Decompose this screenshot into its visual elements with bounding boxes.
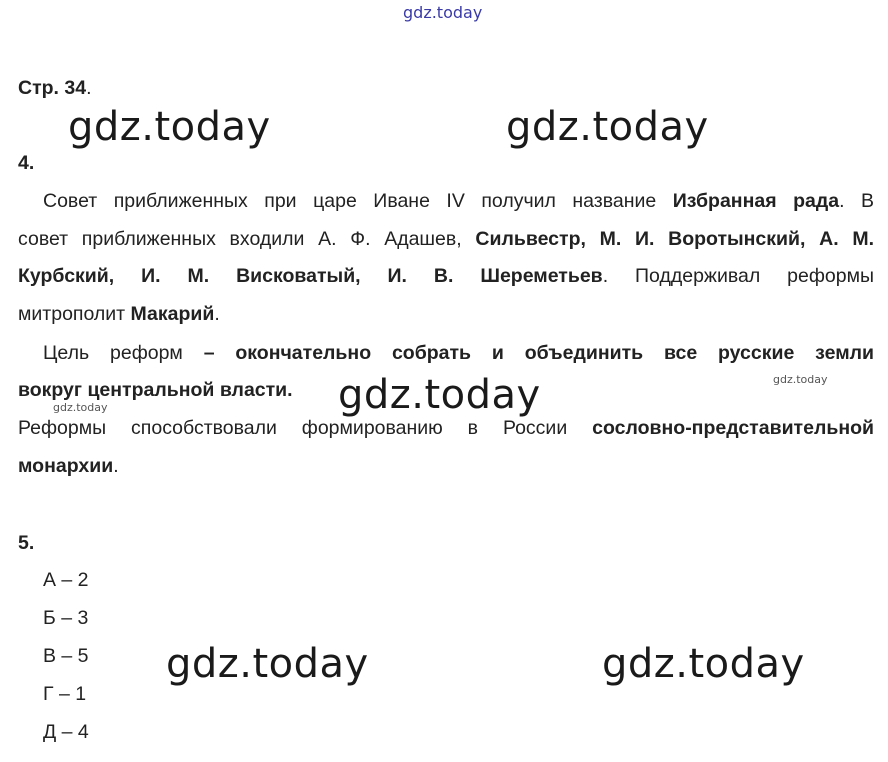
text-segment: Совет приближенных при царе Иване IV получил название [43, 190, 673, 212]
task-4-paragraph-3-line-2 [18, 454, 874, 478]
term-monarchy-type: сословно-представительной [592, 417, 874, 439]
watermark-large: gdz.today [68, 104, 271, 150]
text-segment: митрополит [18, 303, 131, 325]
watermark-large: gdz.today [506, 104, 709, 150]
text-segment: Цель реформ [43, 342, 204, 364]
watermark-small: gdz.today [773, 373, 828, 386]
term-makariy: Макарий [130, 303, 215, 325]
council-members: Курбский, И. М. Висковатый, И. В. Шереметьев [18, 265, 603, 287]
text-segment: совет приближенных входили А. Ф. Адашев, [18, 228, 476, 250]
task-4-paragraph-3-line-1 [18, 416, 874, 440]
watermark-large: gdz.today [338, 372, 541, 418]
task-4-number: 4. [18, 152, 35, 174]
page-reference-dot: . [86, 77, 92, 99]
page-reference-label: Стр. 34 [18, 77, 87, 99]
task-4-paragraph-2-line-2: вокруг центральной власти. [18, 379, 293, 401]
answer-item: Д – 4 [43, 721, 89, 743]
watermark-large: gdz.today [166, 641, 369, 687]
text-segment: . [113, 455, 119, 477]
task-5-number: 5. [18, 532, 35, 554]
answer-item: А – 2 [43, 569, 89, 591]
task-4-paragraph-1-line-4 [18, 302, 874, 326]
task-4-paragraph-1-line-1 [43, 189, 874, 213]
task-4-paragraph-2-line-1 [43, 341, 874, 365]
watermark-small: gdz.today [53, 401, 108, 414]
watermark-top: gdz.today [403, 3, 483, 22]
text-segment: . [214, 303, 220, 325]
term-izbrannaya-rada: Избранная рада [672, 190, 840, 212]
page-reference [18, 76, 874, 100]
answer-item: Б – 3 [43, 607, 89, 629]
term-monarchy: монархии [18, 455, 114, 477]
answer-item: В – 5 [43, 645, 89, 667]
reform-goal: – окончательно собрать и объединить все русские земли [203, 342, 874, 364]
text-segment: Реформы способствовали формированию в России [18, 417, 593, 439]
watermark-large: gdz.today [602, 641, 805, 687]
text-segment: . В [839, 190, 874, 212]
text-segment: . Поддерживал реформы [602, 265, 875, 287]
council-members: Сильвестр, М. И. Воротынский, А. М. [475, 228, 874, 250]
answer-item: Г – 1 [43, 683, 87, 705]
task-4-paragraph-1-line-2 [18, 227, 874, 251]
task-4-paragraph-1-line-3 [18, 264, 874, 288]
